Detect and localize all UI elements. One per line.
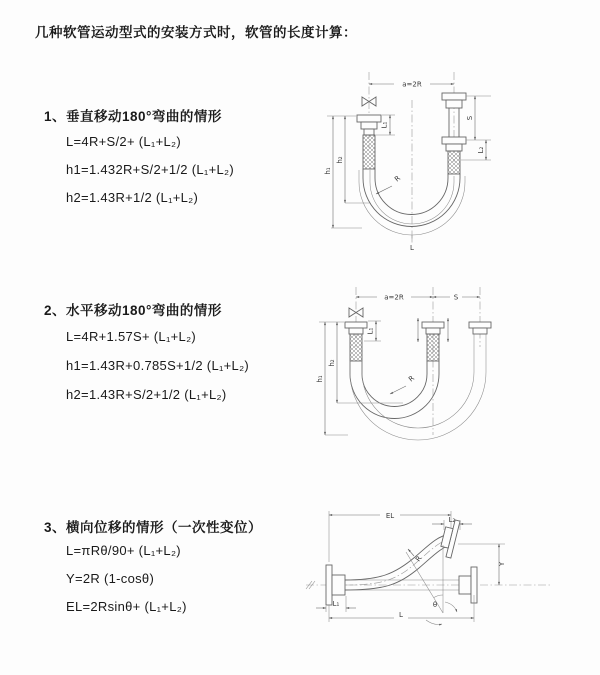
dim-label-stroke: S <box>453 293 459 302</box>
section-3-heading: 3、横向位移的情形（一次性变位） <box>44 520 263 535</box>
diagram-lateral-displacement <box>298 500 560 652</box>
section-1-heading: 1、垂直移动180°弯曲的情形 <box>44 109 222 124</box>
dimension-width <box>356 292 480 302</box>
left-flange <box>357 115 381 135</box>
dim-label-end2: L₂ <box>448 516 456 524</box>
length-label: L <box>410 244 414 252</box>
centerlines <box>356 287 480 435</box>
formula-line: h1=1.432R+S/2+1/2 (L₁+L₂) <box>66 162 234 177</box>
diagram-horizontal-bend <box>308 285 543 450</box>
dim-label-end1: L₁ <box>380 121 389 129</box>
dimension-end1 <box>316 596 356 612</box>
angle-callout <box>426 595 457 625</box>
formula-line: h2=1.43R+1/2 (L₁+L₂) <box>66 190 199 205</box>
dim-label-el: EL <box>385 512 395 520</box>
diagram-vertical-bend <box>312 70 532 255</box>
dim-label-h1: h₁ <box>324 167 332 175</box>
shifted-flange <box>469 322 491 334</box>
dimension-end2 <box>432 516 472 530</box>
middle-braid-section <box>427 334 439 361</box>
dimension-width <box>369 79 454 89</box>
formula-line: L=4R+S/2+ (L₁+L₂) <box>66 134 181 149</box>
dim-label-end1: L₁ <box>332 600 340 608</box>
dimension-el <box>329 509 451 562</box>
formula-line: L=πRθ/90+ (L₁+L₂) <box>66 543 181 558</box>
left-braid-section <box>363 135 375 169</box>
right-flange-lower <box>442 137 466 151</box>
formula-line: Y=2R (1-cosθ) <box>66 571 155 586</box>
page-title: 几种软管运动型式的安装方式时，软管的长度计算： <box>35 25 357 40</box>
section-2-heading: 2、水平移动180°弯曲的情形 <box>44 303 222 318</box>
radius-callout <box>376 174 402 194</box>
formula-line: h2=1.43R+S/2+1/2 (L₁+L₂) <box>66 387 227 402</box>
radius-label: R <box>414 554 424 564</box>
left-braid-section <box>350 334 362 361</box>
radius-label: R <box>393 174 403 184</box>
dim-label-h2: h₂ <box>328 359 336 367</box>
formula-line: h1=1.43R+0.785S+1/2 (L₁+L₂) <box>66 358 250 373</box>
radius-label: R <box>407 374 417 384</box>
right-braid-section <box>448 151 460 174</box>
dimension-length <box>329 595 474 622</box>
dim-label-width: a=2R <box>384 293 404 302</box>
hose-curves <box>350 345 486 440</box>
dim-label-width: a=2R <box>402 80 422 89</box>
dim-label-y: Y <box>498 561 506 567</box>
centerlines <box>369 72 454 244</box>
dimension-stroke <box>461 96 491 160</box>
dim-label-end2: L₂ <box>477 146 485 154</box>
length-callout <box>410 235 414 252</box>
left-flange <box>345 322 367 334</box>
angle-label: θ <box>432 601 438 609</box>
dim-label-stroke: S <box>466 115 474 121</box>
radius-callout <box>390 374 416 394</box>
hose-s-curve <box>345 534 453 590</box>
left-flange <box>326 565 345 605</box>
middle-flange <box>422 322 444 334</box>
dim-label-length: L <box>399 611 403 619</box>
dim-label-h1: h₁ <box>316 375 324 383</box>
formula-line: EL=2Rsinθ+ (L₁+L₂) <box>66 599 187 614</box>
dim-label-h2: h₂ <box>336 156 344 164</box>
dim-label-end1: L₁ <box>366 327 375 335</box>
right-flange-upper <box>442 93 466 108</box>
formula-line: L=4R+1.57S+ (L₁+L₂) <box>66 329 197 344</box>
